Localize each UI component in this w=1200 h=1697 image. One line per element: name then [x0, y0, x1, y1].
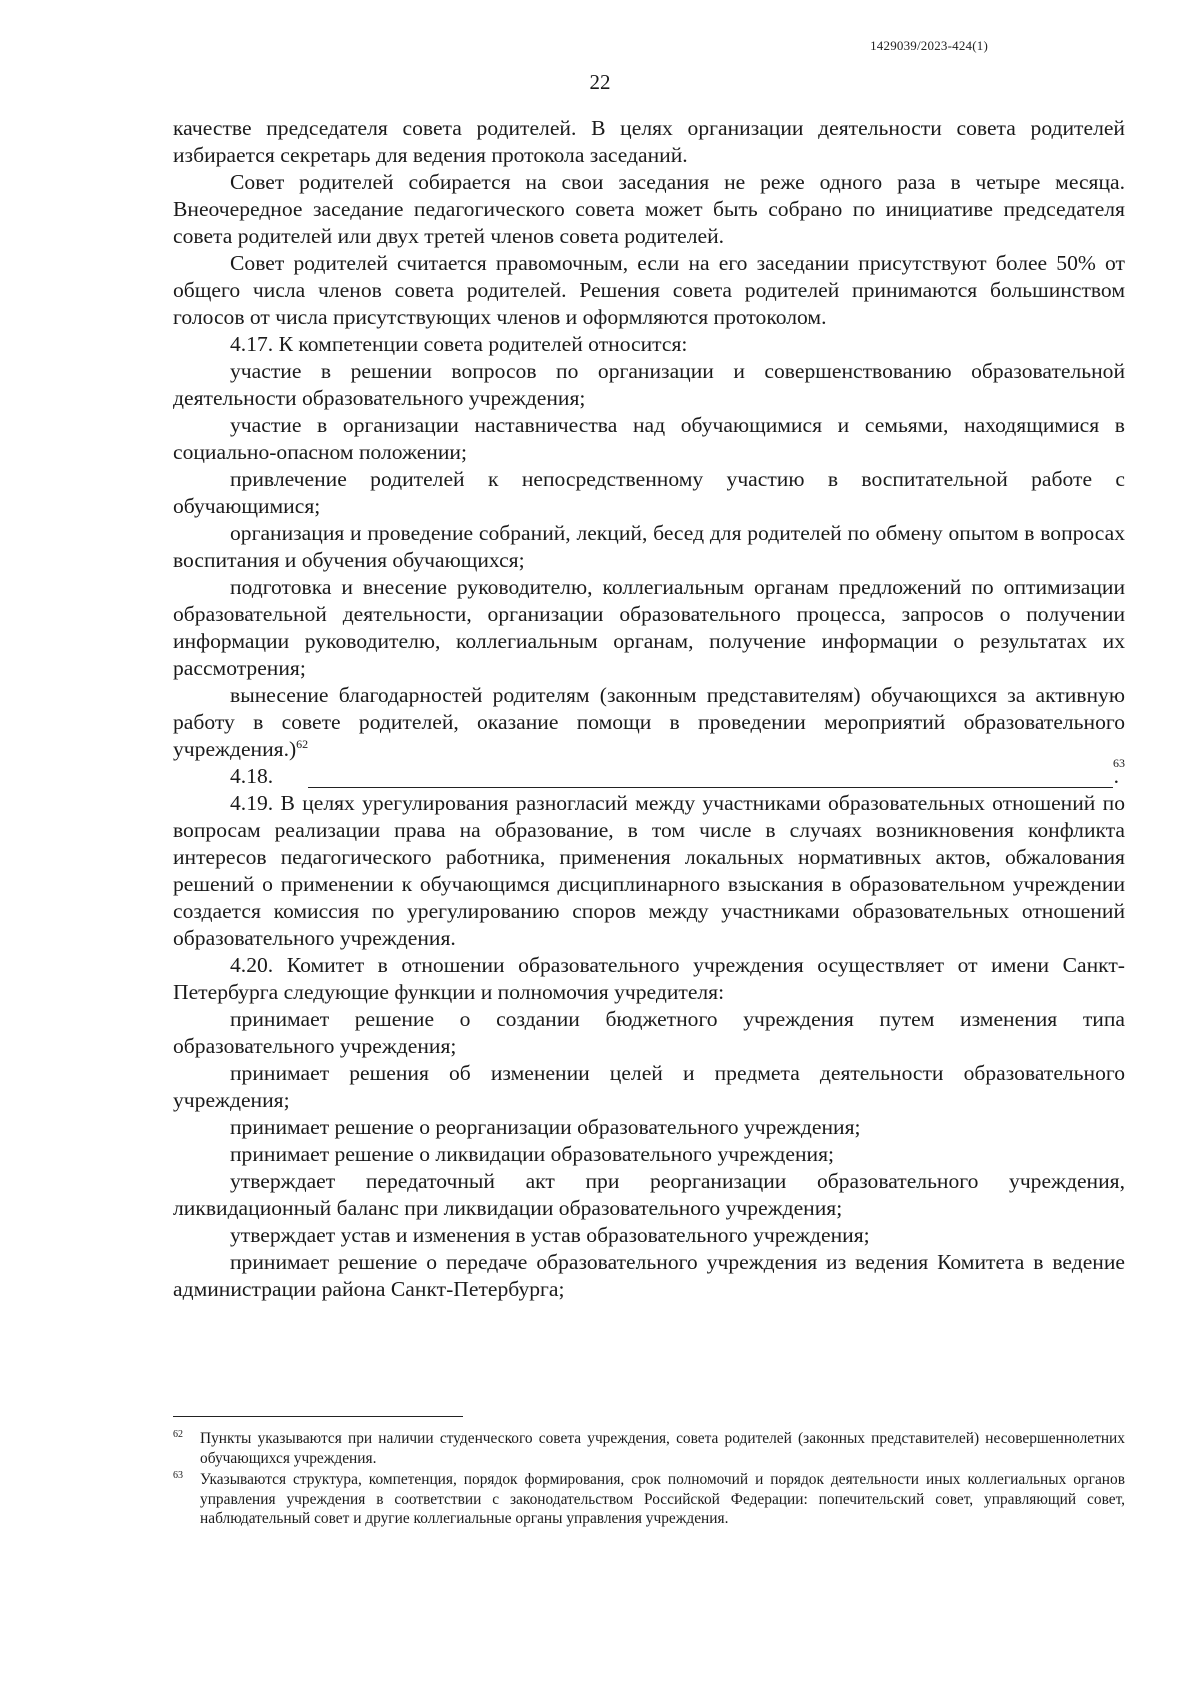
list-item: привлечение родителей к непосредственному участию в воспитательной работе с обучающимися;: [173, 467, 1125, 518]
paragraph: качестве председателя совета родителей. В целях организации деятельности совета родителей избирается секретарь для ведения протокола заседаний.: [173, 116, 1125, 167]
list-item: участие в решении вопросов по организации и совершенствованию образовательной деятельности образовательного учреждения;: [173, 359, 1125, 410]
list-item: принимает решение о создании бюджетного учреждения путем изменения типа образовательного учреждения;: [173, 1007, 1125, 1058]
footnote-63: [173, 1470, 1125, 1529]
footnote-text: Пункты указываются при наличии студенческого совета учреждения, совета родителей (законных представителей) несовершеннолетних обучающихся учреждения.: [200, 1430, 1125, 1467]
list-item: принимает решение о ликвидации образовательного учреждения;: [230, 1142, 835, 1166]
list-item: принимает решение о передаче образовательного учреждения из ведения Комитета в ведение администрации района Санкт-Петербурга;: [173, 1250, 1125, 1301]
footnote-ref-63[interactable]: 63: [1113, 756, 1125, 770]
list-item: подготовка и внесение руководителю, коллегиальным органам предложений по оптимизации образовательной деятельности, организации образовательного процесса, запросов о получении информации руководителю, коллегиальным органам, получение информации о результатах их рассмотрения;: [173, 575, 1125, 680]
footnote-ref-62[interactable]: 62: [296, 736, 309, 751]
list-item: [173, 682, 1125, 763]
list-item: утверждает устав и изменения в устав образовательного учреждения;: [230, 1223, 870, 1247]
item-number: 4.18.: [230, 764, 274, 788]
paragraph: Совет родителей считается правомочным, если на его заседании присутствуют более 50% от общего числа членов совета родителей. Решения совета родителей принимаются большинством голосов от числа присутствующих членов и оформляются протоколом.: [173, 251, 1125, 329]
list-item: организация и проведение собраний, лекций, бесед для родителей по обмену опытом в вопросах воспитания и обучения обучающихся;: [173, 521, 1125, 572]
document-id: 1429039/2023-424(1): [870, 38, 988, 53]
footnote-mark: 63: [173, 1470, 183, 1481]
page-number: 22: [589, 70, 611, 94]
footnotes: [173, 1429, 1125, 1531]
list-item: принимает решение о реорганизации образовательного учреждения;: [230, 1115, 861, 1139]
section-4-19: 4.19. В целях урегулирования разногласий между участниками образовательных отношений по вопросам реализации права на образование, в том числе в случаях возникновения конфликта интересов педагогического работника, применения локальных нормативных актов, обжалования решений о применении к обучающимся дисциплинарного взыскания в образовательном учреждении создается комиссия по урегулированию споров между участниками образовательных отношений образовательного учреждения.: [173, 791, 1125, 950]
paragraph: Совет родителей собирается на свои заседания не реже одного раза в четыре месяца. Внеочередное заседание педагогического совета может быть собрано по инициативе председателя совета родителей или двух третей членов совета родителей.: [173, 170, 1125, 248]
list-item: утверждает передаточный акт при реорганизации образовательного учреждения, ликвидационный баланс при ликвидации образовательного учреждения;: [173, 1169, 1125, 1220]
footnote-mark: 62: [173, 1429, 183, 1440]
document-body: [173, 115, 1125, 1303]
section-heading-4-17: 4.17. К компетенции совета родителей относится:: [230, 332, 688, 356]
footnote-text: Указываются структура, компетенция, порядок формирования, срок полномочий и порядок деятельности иных коллегиальных органов управления учреждения в соответствии с законодательством Российской Федерации: попечительский совет, управляющий совет, наблюдательный совет и другие коллегиальные органы управления учреждения.: [200, 1471, 1125, 1527]
item-dot: .: [1113, 764, 1119, 788]
list-item: участие в организации наставничества над обучающимися и семьями, находящимися в социально-опасном положении;: [173, 413, 1125, 464]
list-item-text: вынесение благодарностей родителям (законным представителям) обучающихся за активную работу в совете родителей, оказание помощи в проведении мероприятий образовательного учреждения.): [173, 683, 1125, 761]
footnote-separator: [173, 1416, 463, 1417]
blank-fill-line: [308, 787, 1113, 788]
section-4-20: 4.20. Комитет в отношении образовательного учреждения осуществляет от имени Санкт-Петербурга следующие функции и полномочия учредителя:: [173, 953, 1125, 1004]
list-item: принимает решения об изменении целей и предмета деятельности образовательного учреждения;: [173, 1061, 1125, 1112]
footnote-62: [173, 1429, 1125, 1468]
item-4-18-blank: [173, 756, 1125, 790]
